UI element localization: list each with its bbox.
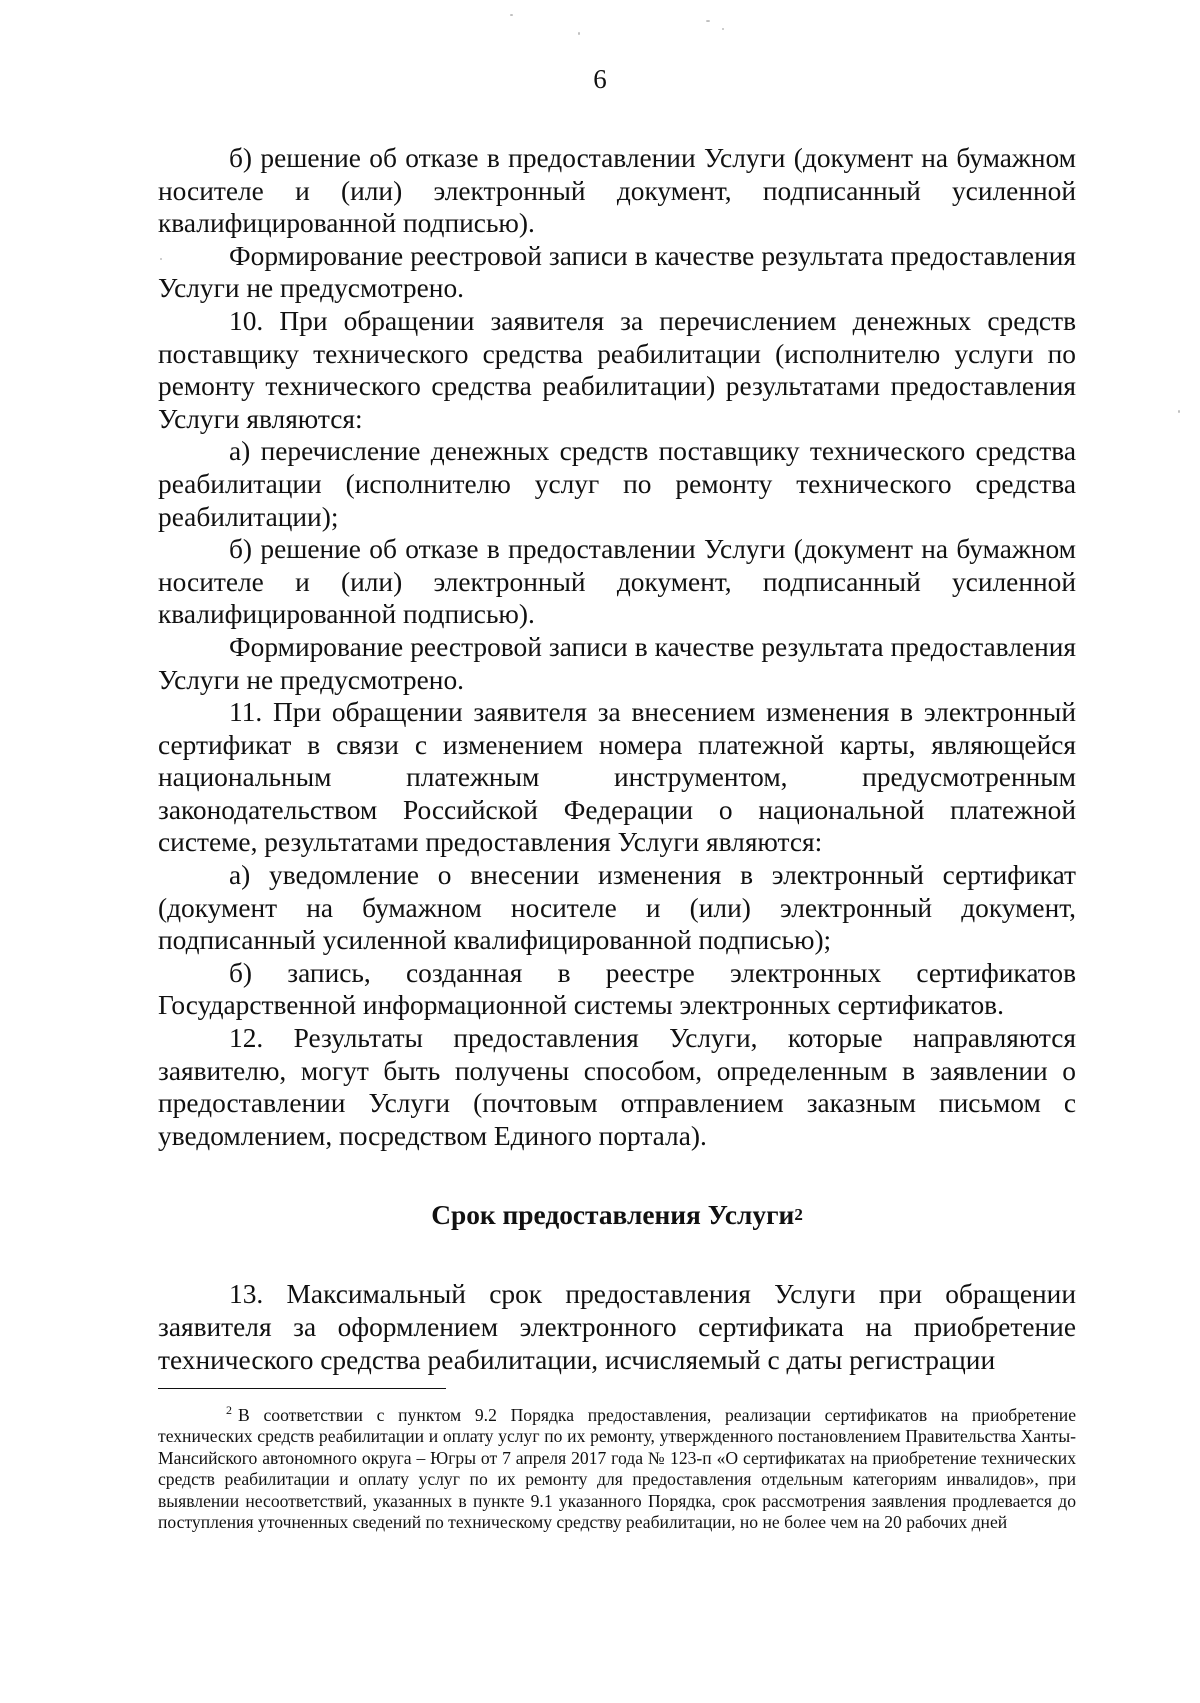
paragraph: а) уведомление о внесении изменения в электронный сертификат (документ на бумажном носителе и (или) электронный документ, подписанный усиленной квалифицированной подписью); <box>158 860 1076 956</box>
scan-speck <box>722 28 724 30</box>
paragraph: 13. Максимальный срок предоставления Услуги при обращении заявителя за оформлением электронного сертификата на приобретение технического средства реабилитации, исчисляемый с даты регистрации <box>158 1279 1076 1375</box>
footnote <box>158 1405 1076 1533</box>
scan-speck <box>578 32 580 35</box>
paragraph: б) решение об отказе в предоставлении Услуги (документ на бумажном носителе и (или) электронный документ, подписанный усиленной квалифицированной подписью). <box>158 534 1076 630</box>
paragraph: Формирование реестровой записи в качестве результата предоставления Услуги не предусмотрено. <box>158 631 1076 695</box>
page-number: 6 <box>593 64 607 94</box>
scan-speck <box>510 14 513 16</box>
paragraph: Формирование реестровой записи в качестве результата предоставления Услуги не предусмотрено. <box>158 240 1076 304</box>
footnote-mark: 2 <box>226 1403 232 1418</box>
scan-speck <box>706 20 710 22</box>
footnote-separator <box>158 1388 446 1389</box>
paragraph: 11. При обращении заявителя за внесением изменения в электронный сертификат в связи с изменением номера платежной карты, являющейся национальным платежным инструментом, предусмотренным законодательством Российской Федерации о национальной платежной системе, результатами предоставления Услуги являются: <box>158 697 1076 858</box>
section-heading-text: Срок предоставления Услуги <box>431 1200 795 1231</box>
document-body <box>158 142 1076 1376</box>
footnote-text: В соответствии с пунктом 9.2 Порядка предоставления, реализации сертификатов на приобретение технических средств реабилитации и оплату услуг по их ремонту, утвержденного постановлением Правительства Ханты-Мансийского автономного округа – Югры от 7 апреля 2017 года № 123-п «О сертификатах на приобретение технических средств реабилитации и оплату услуг по их ремонту для предоставления отдельным категориям инвалидов», при выявлении несоответствий, указанных в пункте 9.1 указанного Порядка, срок рассмотрения заявления продлевается до поступления уточненных сведений по техническому средству реабилитации, но не более чем на 20 рабочих дней <box>158 1405 1076 1533</box>
paragraph: б) решение об отказе в предоставлении Услуги (документ на бумажном носителе и (или) электронный документ, подписанный усиленной квалифицированной подписью). <box>158 143 1076 239</box>
paragraph: 10. При обращении заявителя за перечислением денежных средств поставщику технического средства реабилитации (исполнителю услуги по ремонту технического средства реабилитации) результатами предоставления Услуги являются: <box>158 305 1076 434</box>
section-heading: Срок предоставления Услуги 2 <box>431 1200 803 1231</box>
paragraph: 12. Результаты предоставления Услуги, которые направляются заявителю, могут быть получены способом, определенным в заявлении о предоставлении Услуги (почтовым отправлением заказным письмом с уведомлением, посредством Единого портала). <box>158 1023 1076 1151</box>
paragraph: б) запись, созданная в реестре электронных сертификатов Государственной информационной системы электронных сертификатов. <box>158 957 1076 1021</box>
scan-speck <box>1178 410 1180 413</box>
paragraph: а) перечисление денежных средств поставщику технического средства реабилитации (исполнителю услуг по ремонту технического средства реабилитации); <box>158 436 1076 532</box>
